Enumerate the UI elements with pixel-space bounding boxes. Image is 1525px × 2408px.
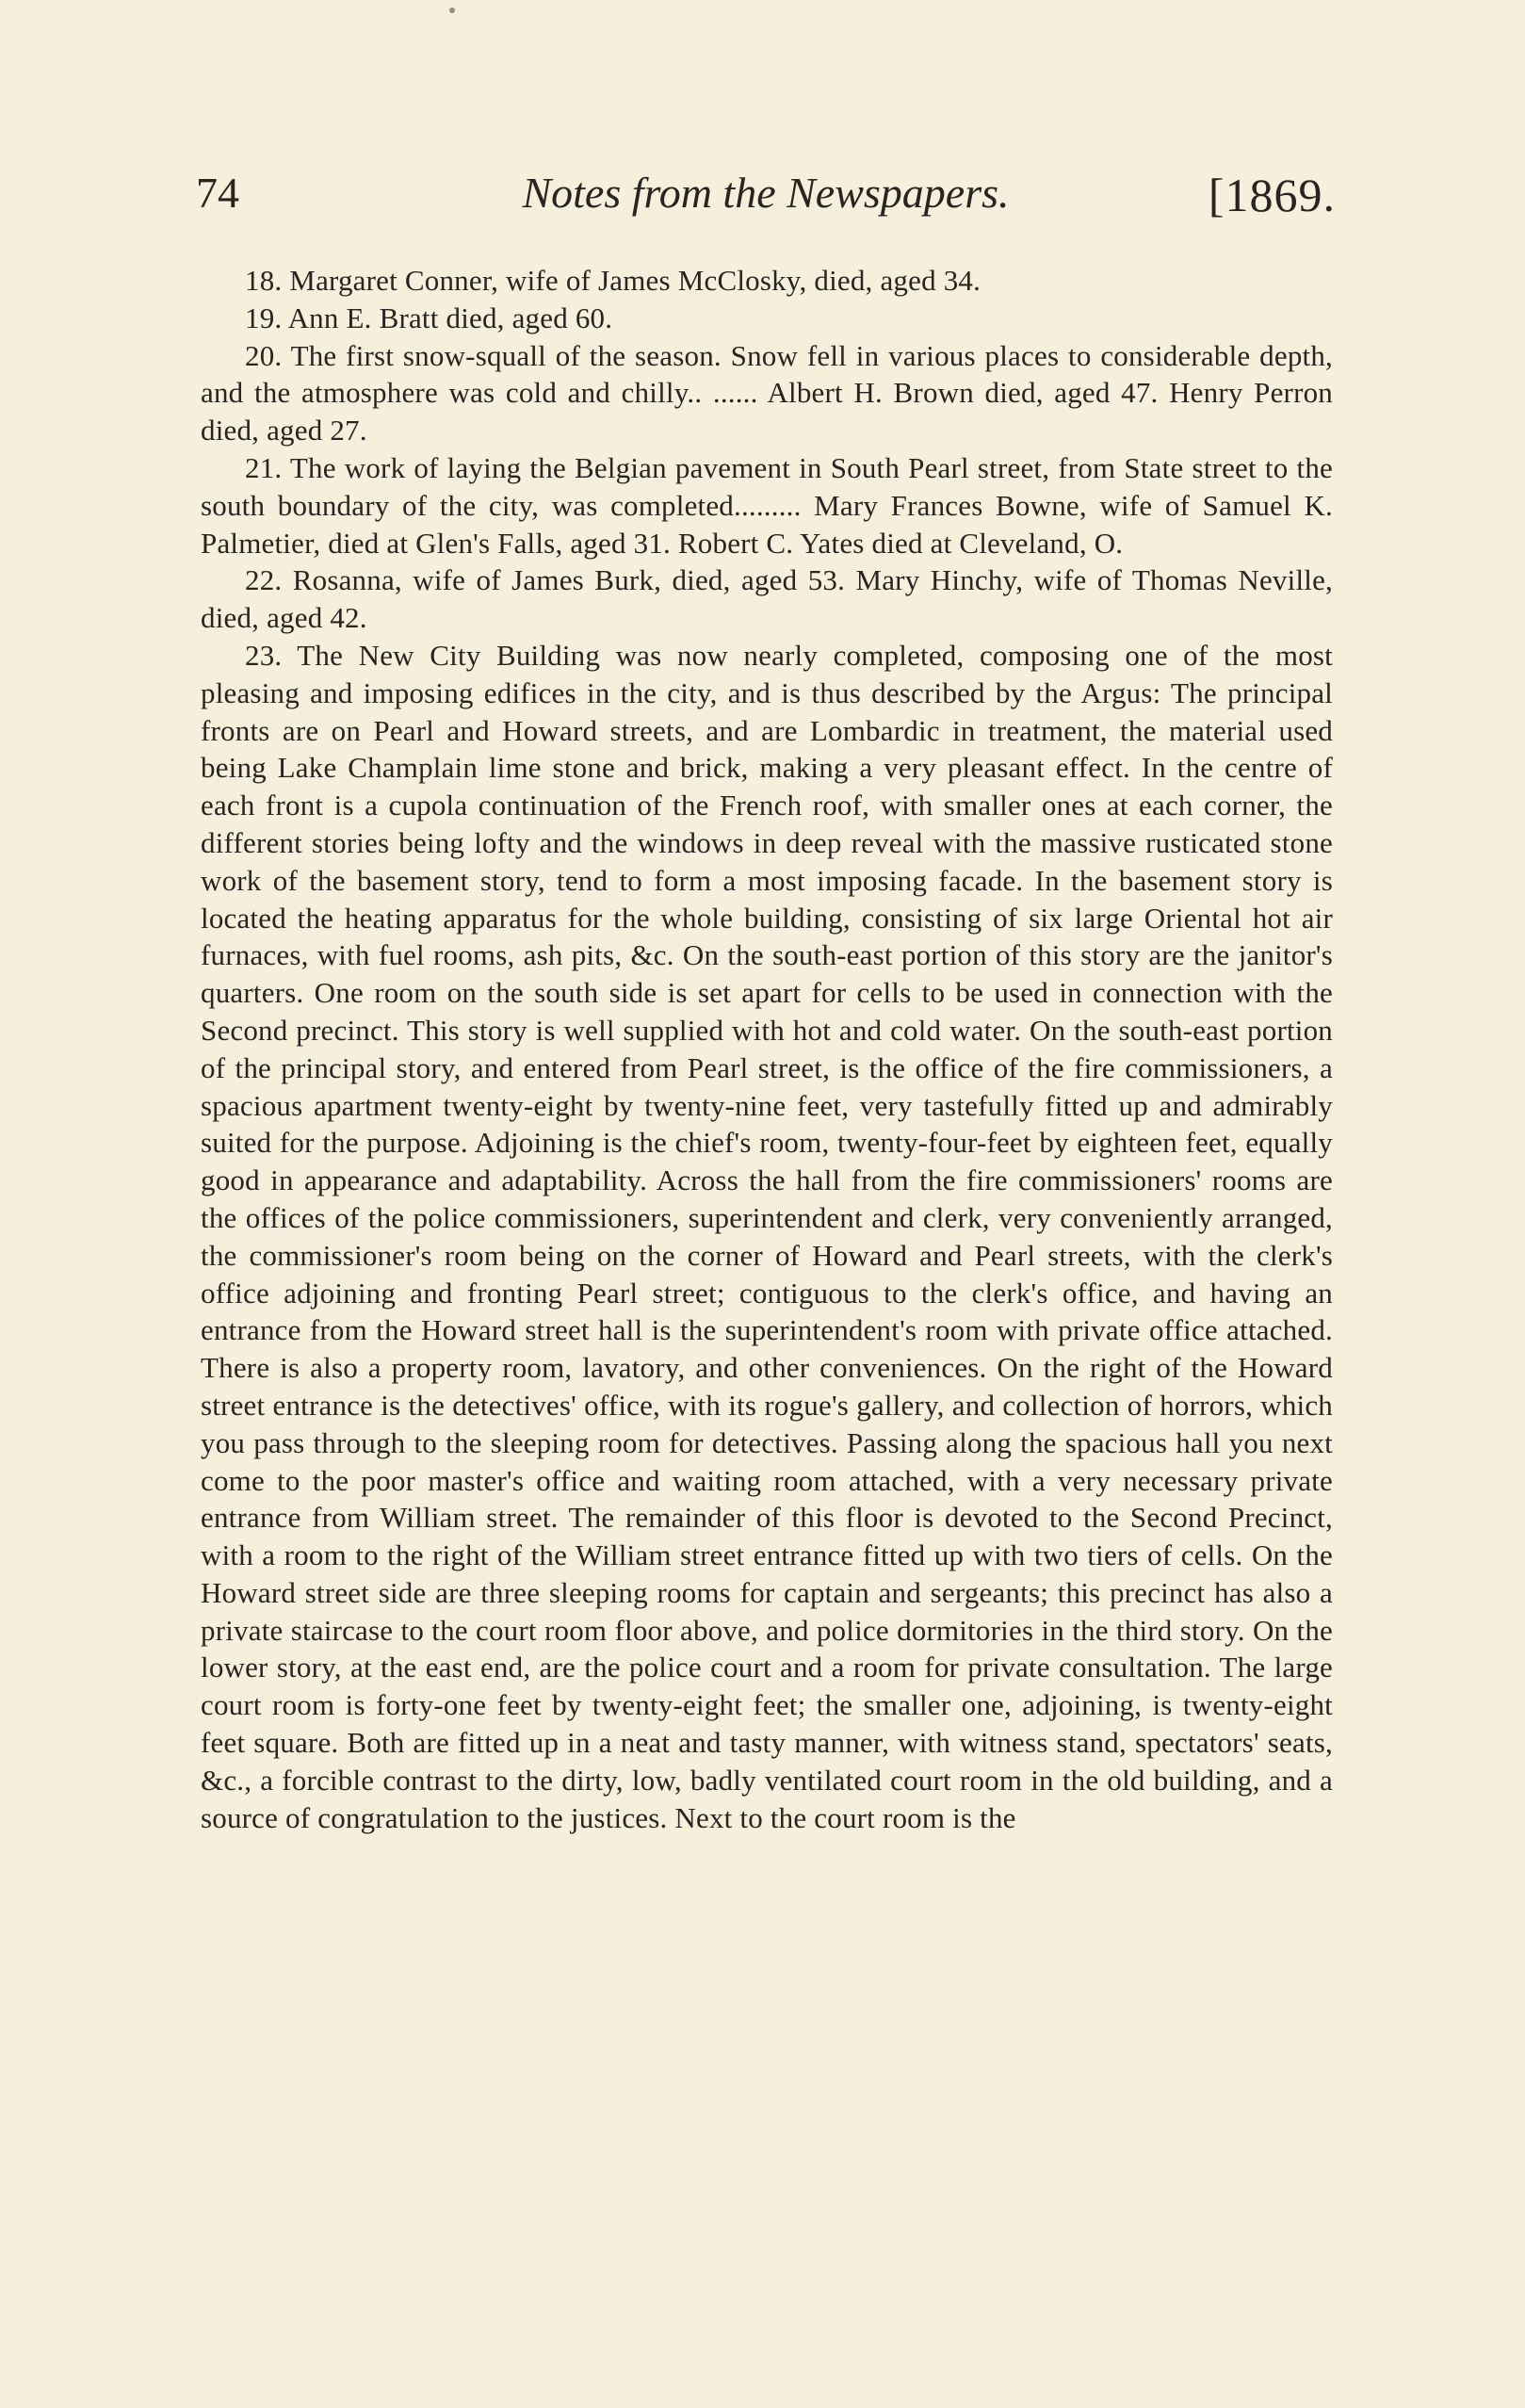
entry-21: 21. The work of laying the Belgian pavement in South Pearl street, from State street to the south boundary of the city, was completed......... Mary Frances Bowne, wife of Samuel K. Palmetier, died at Glen's Falls, aged 31. Robert C. Yates died at Cleveland, O. [201,450,1333,560]
entry-22: 22. Rosanna, wife of James Burk, died, aged 53. Mary Hinchy, wife of Thomas Neville, died, aged 42. [201,563,1333,635]
page-number: 74 [196,169,239,217]
entry-20: 20. The first snow-squall of the season. Snow fell in various places to considerable depth, and the atmosphere was cold and chilly.. ...... Albert H. Brown died, aged 47. Henry Perron died, aged 27. [201,338,1333,447]
entry-19: 19. Ann E. Bratt died, aged 60. [245,301,613,334]
page-body [201,262,1333,1836]
entry-23: 23. The New City Building was now nearly completed, composing one of the most pleasing and imposing edifices in the city, and is thus described by the Argus: The principal fronts are on Pearl and Howard streets, and are Lombardic in treatment, the material used being Lake Champlain lime stone and brick, making a very pleasant effect. In the centre of each front is a cupola continuation of the French roof, with smaller ones at each corner, the different stories being lofty and the windows in deep reveal with the massive rusticated stone work of the basement story, tend to form a most imposing facade. In the basement story is located the heating apparatus for the whole building, consisting of six large Oriental hot air furnaces, with fuel rooms, ash pits, &c. On the south-east portion of this story are the janitor's quarters. One room on the south side is set apart for cells to be used in connection with the Second precinct. This story is well supplied with hot and cold water. On the south-east portion of the principal story, and entered from Pearl street, is the office of the fire commissioners, a spacious apartment twenty-eight by twenty-nine feet, very tastefully fitted up and admirably suited for the purpose. Adjoining is the chief's room, twenty-four-feet by eighteen feet, equally good in appearance and adaptability. Across the hall from the fire commissioners' rooms are the offices of the police commissioners, superintendent and clerk, very conveniently arranged, the commissioner's room being on the corner of Howard and Pearl streets, with the clerk's office adjoining and fronting Pearl street; contiguous to the clerk's office, and having an entrance from the Howard street hall is the superintendent's room with private office attached. There is also a property room, lavatory, and other conveniences. On the right of the Howard street entrance is the detectives' office, with its rogue's gallery, and collection of horrors, which you pass through to the sleeping room for detectives. Passing along the spacious hall you next come to the poor master's office and waiting room attached, with a very necessary private entrance from William street. The remainder of this floor is devoted to the Second Precinct, with a room to the right of the William street entrance fitted up with two tiers of cells. On the Howard street side are three sleeping rooms for captain and sergeants; this precinct has also a private staircase to the court room floor above, and police dormitories in the third story. On the lower story, at the east end, are the police court and a room for private consultation. The large court room is forty-one feet by twenty-eight feet; the smaller one, adjoining, is twenty-eight feet square. Both are fitted up in a neat and tasty manner, with witness stand, spectators' seats, &c., a forcible contrast to the dirty, low, badly ventilated court room in the old building, and a source of congratulation to the justices. Next to the court room is the [201,638,1333,1834]
page-header [196,168,1336,224]
entry-18: 18. Margaret Conner, wife of James McClosky, died, aged 34. [245,264,982,297]
header-year: [1869. [1208,169,1336,221]
ink-speck [449,8,455,13]
running-title: Notes from the Newspapers. [522,169,1010,217]
